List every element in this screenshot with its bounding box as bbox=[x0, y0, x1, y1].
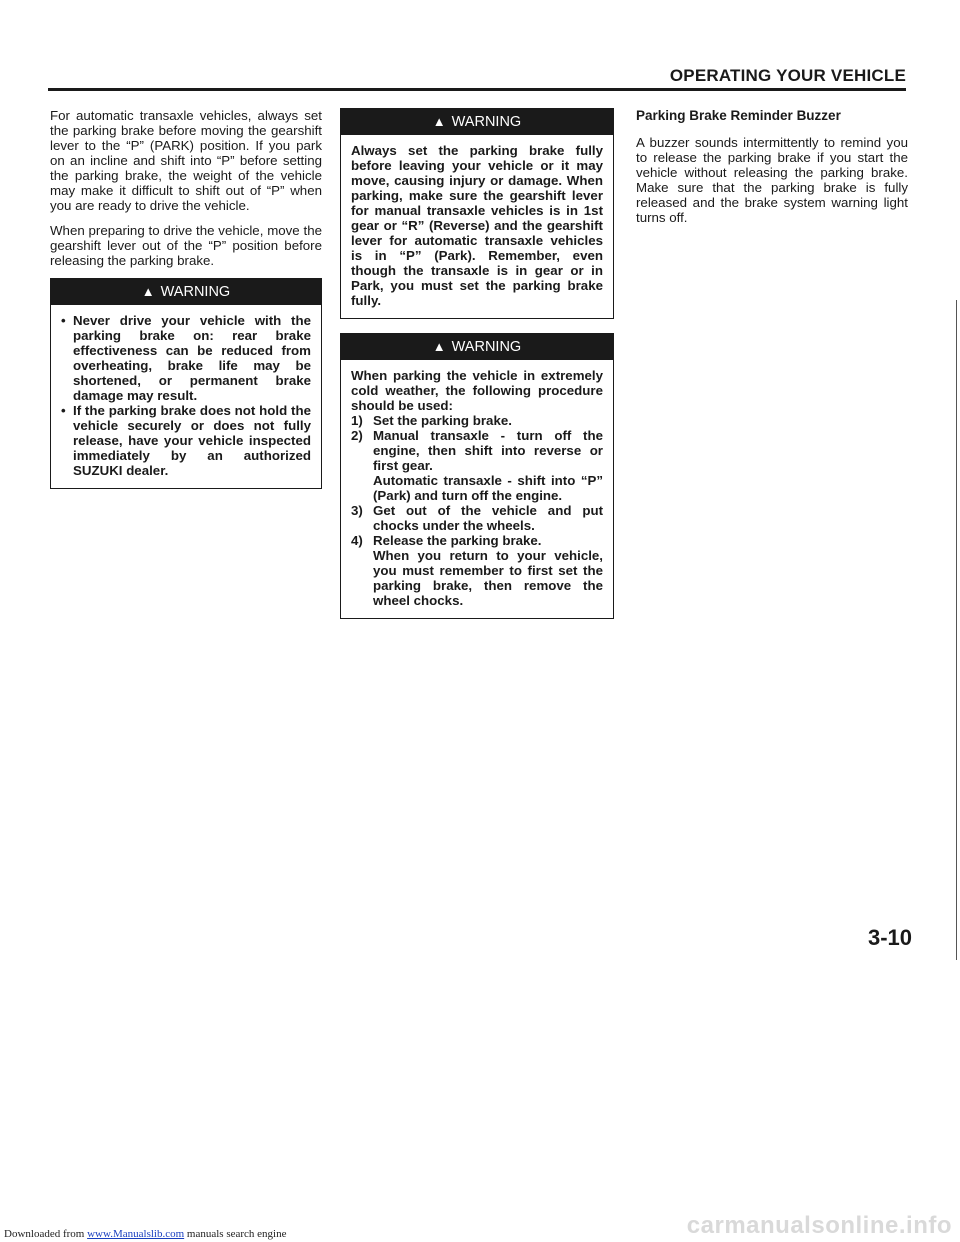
paragraph: When preparing to drive the vehicle, move the gearshift lever out of the “P” position before releasing the parking brake. bbox=[50, 223, 322, 268]
procedure-list bbox=[351, 413, 603, 608]
page-number: 3-10 bbox=[867, 925, 912, 950]
warning-intro: When parking the vehicle in extremely cold weather, the following procedure should be used: bbox=[351, 368, 603, 413]
procedure-step bbox=[351, 428, 603, 503]
warning-box bbox=[340, 333, 614, 619]
paragraph: For automatic transaxle vehicles, always set the parking brake before moving the gearshift lever to the “P” (PARK) position. If you park on an incline and shift into “P” before setting the parking brake, the weight of the vehicle may make it difficult to shift out of “P” when you are ready to drive the vehicle. bbox=[50, 108, 322, 213]
warning-title: WARNING bbox=[451, 114, 522, 130]
warning-title: WARNING bbox=[451, 339, 522, 355]
warning-box bbox=[340, 108, 614, 319]
step-text: Set the parking brake. bbox=[373, 413, 512, 428]
warning-header bbox=[51, 279, 321, 305]
warning-header bbox=[341, 334, 613, 360]
manualslib-link[interactable]: www.Manualslib.com bbox=[87, 1228, 185, 1240]
warning-triangle-icon: ▲ bbox=[141, 284, 155, 299]
watermark: carmanualsonline.info bbox=[686, 1212, 952, 1239]
step-number: 3) bbox=[351, 503, 363, 518]
column-middle bbox=[340, 108, 614, 619]
warning-triangle-icon: ▲ bbox=[432, 114, 446, 129]
warning-bullet: • Never drive your vehicle with the parking brake on: rear brake effectiveness can be reduced from overheating, brake life may be shortened, or permanent brake damage may result. bbox=[61, 313, 311, 403]
procedure-step bbox=[351, 503, 603, 533]
footer-prefix: Downloaded from bbox=[4, 1228, 88, 1240]
section-title: OPERATING YOUR VEHICLE bbox=[669, 66, 906, 85]
step-text: Manual transaxle - turn off the engine, then shift into reverse or first gear. bbox=[373, 428, 603, 473]
warning-body bbox=[341, 360, 613, 618]
warning-triangle-icon: ▲ bbox=[432, 339, 446, 354]
header-rule bbox=[48, 88, 906, 91]
paragraph: A buzzer sounds intermittently to remind you to release the parking brake if you start the vehicle without releasing the parking brake. Make sure that the parking brake is fully released and the brake system warning light turns off. bbox=[636, 135, 908, 225]
warning-body bbox=[51, 305, 321, 488]
page-edge-line bbox=[956, 300, 957, 960]
step-text: Release the parking brake. bbox=[373, 533, 542, 548]
warning-bullet: • If the parking brake does not hold the vehicle securely or does not fully release, have your vehicle inspected immediately by an authorized SUZUKI dealer. bbox=[61, 403, 311, 478]
warning-header bbox=[341, 109, 613, 135]
warning-title: WARNING bbox=[160, 284, 231, 300]
step-text: Get out of the vehicle and put chocks under the wheels. bbox=[373, 503, 603, 533]
column-left bbox=[50, 108, 322, 489]
warning-box bbox=[50, 278, 322, 489]
step-number: 1) bbox=[351, 413, 363, 428]
download-footer bbox=[4, 1228, 286, 1240]
procedure-step bbox=[351, 533, 603, 608]
procedure-step bbox=[351, 413, 603, 428]
step-extra: Automatic transaxle - shift into “P” (Park) and turn off the engine. bbox=[373, 473, 603, 503]
step-extra: When you return to your vehicle, you must remember to first set the parking brake, then remove the wheel chocks. bbox=[373, 548, 603, 608]
footer-suffix: manuals search engine bbox=[184, 1228, 287, 1240]
step-number: 4) bbox=[351, 533, 363, 548]
warning-body: Always set the parking brake fully before leaving your vehicle or it may move, causing injury or damage. When parking, make sure the gearshift lever for manual transaxle vehicles is in 1st gear or “R” (Reverse) and the gearshift lever for automatic transaxle vehicles is in “P” (Park). Remember, even though the transaxle is in gear or in Park, you must set the parking brake fully. bbox=[351, 143, 603, 308]
column-right bbox=[636, 108, 908, 235]
step-number: 2) bbox=[351, 428, 363, 443]
subheading: Parking Brake Reminder Buzzer bbox=[636, 108, 841, 123]
